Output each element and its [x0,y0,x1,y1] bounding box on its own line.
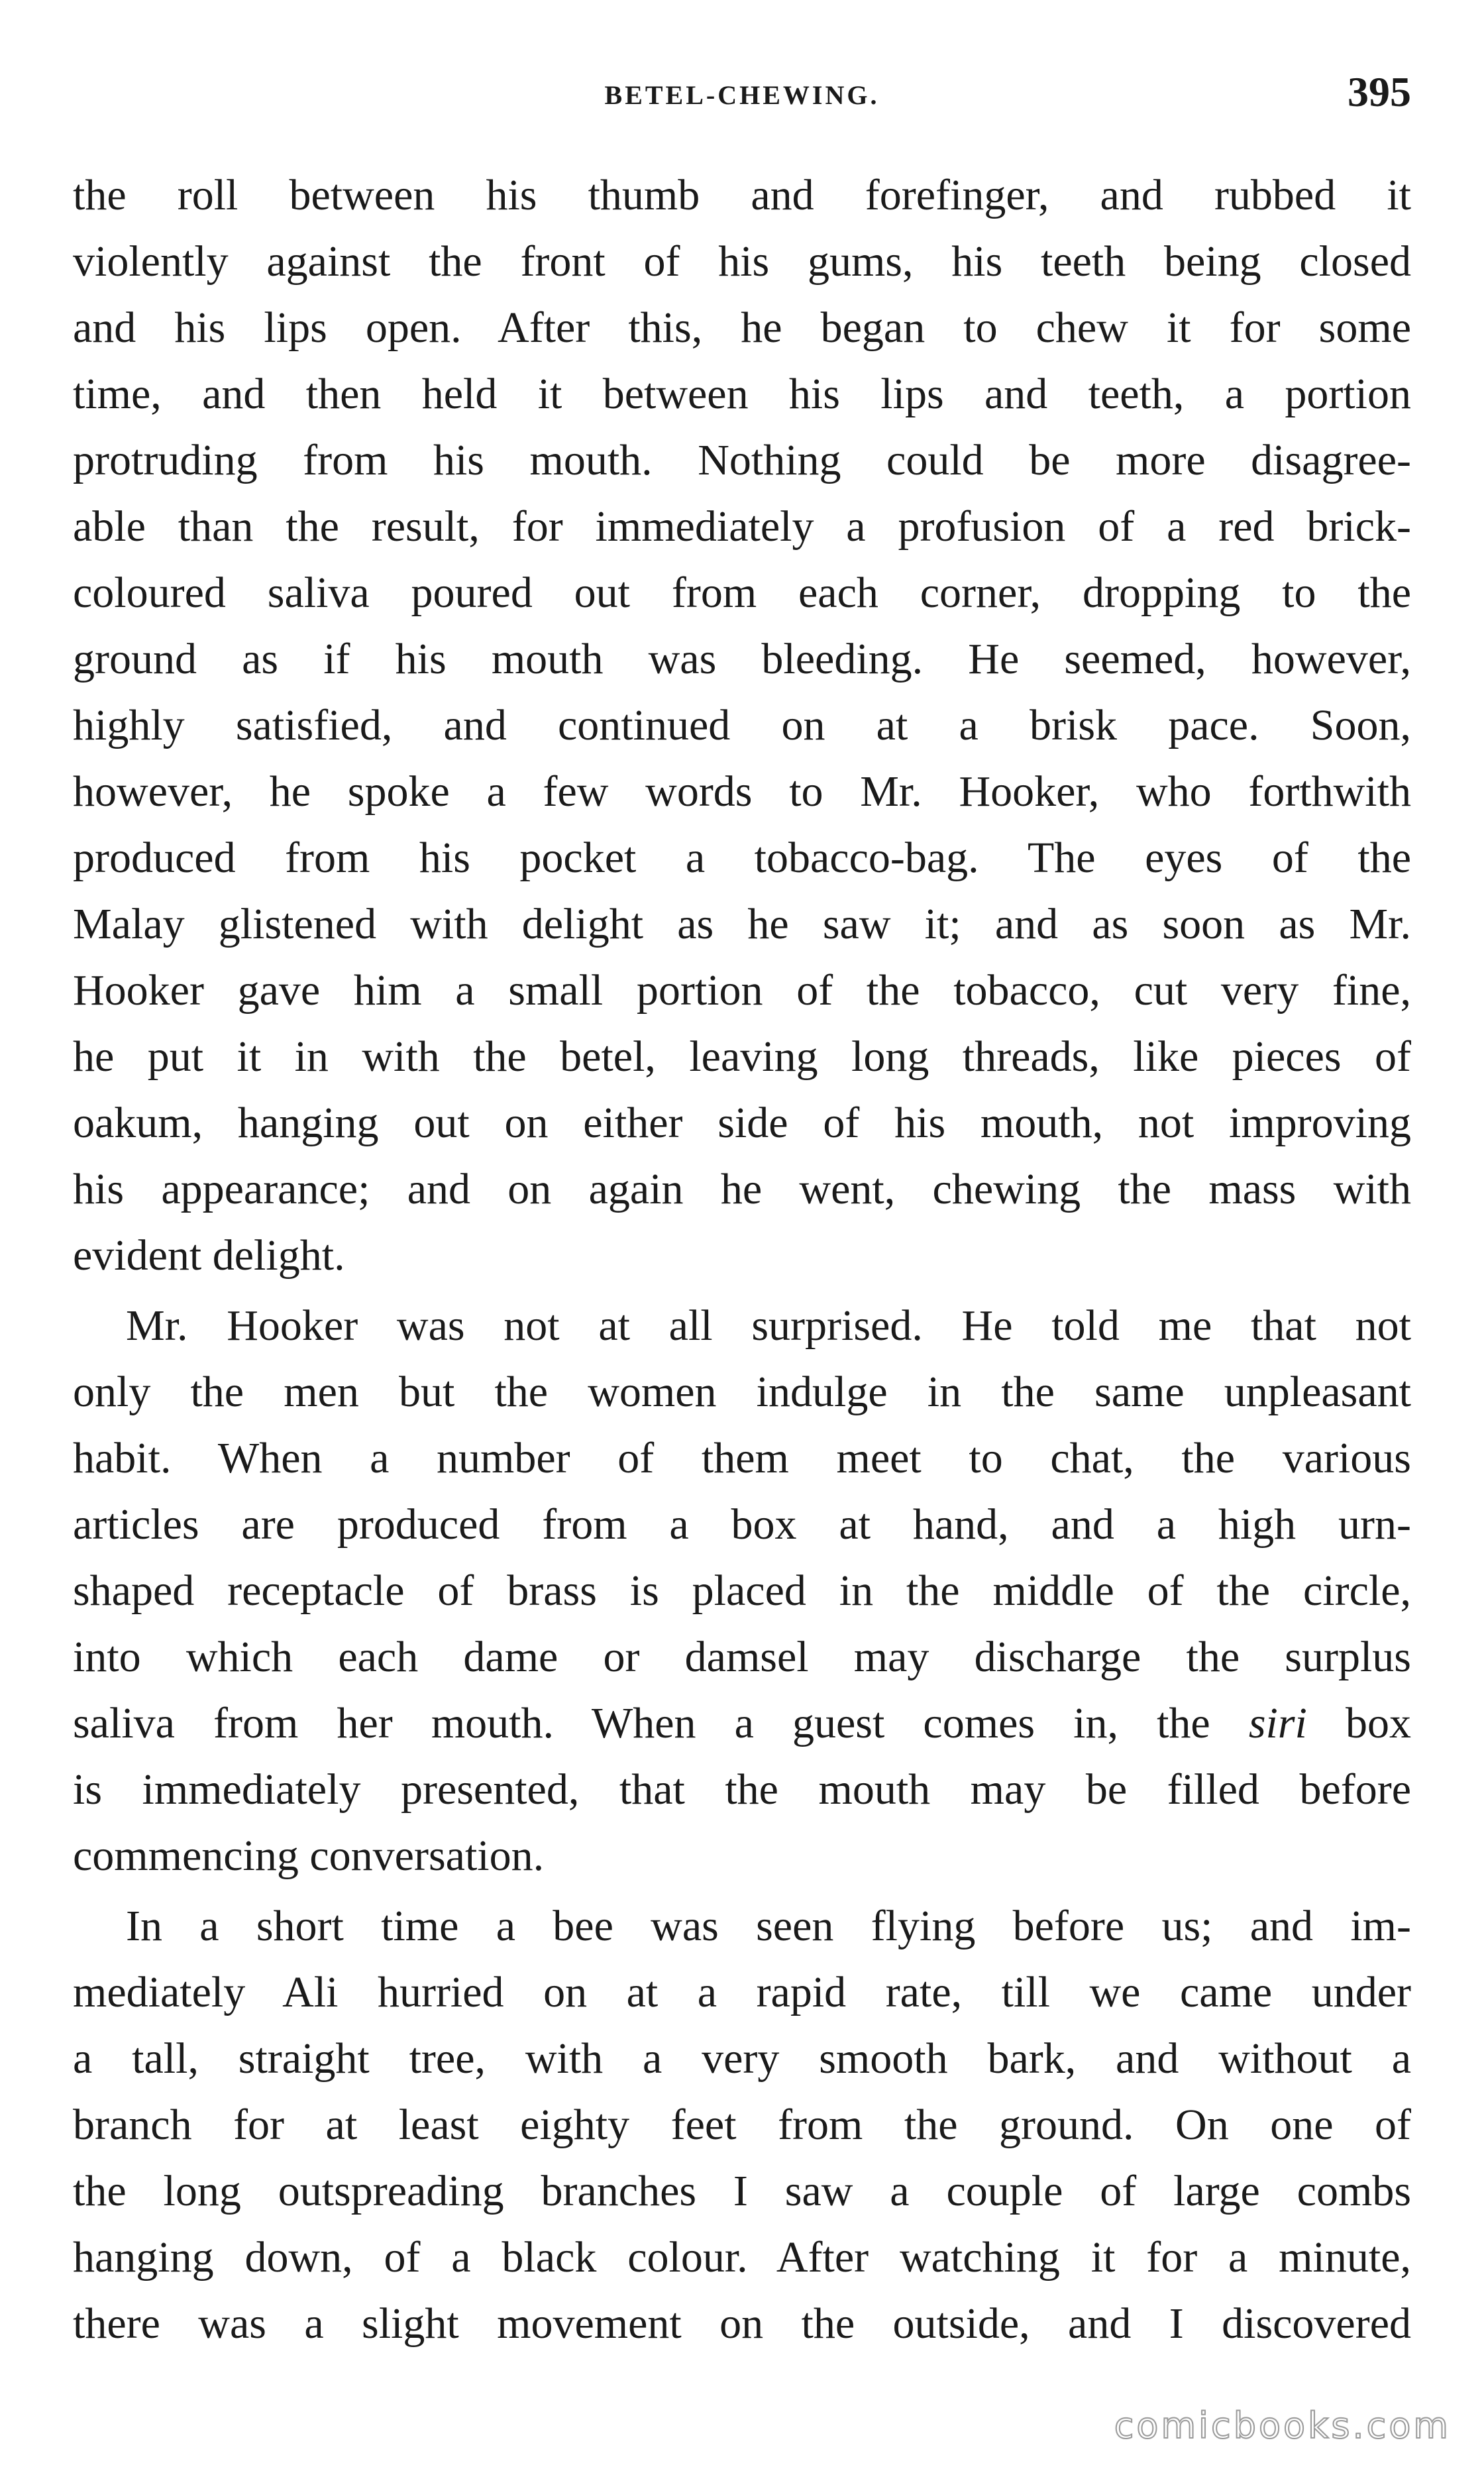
text-line: commencing conversation. [73,1832,545,1880]
text-line: protruding from his mouth. Nothing could be more disagree- [73,436,1411,484]
text-line: the long outspreading branches I saw a couple of large combs [73,2167,1411,2215]
text-segment: box [1346,1699,1411,1747]
text-line: able than the result, for immediately a profusion of a red brick- [73,502,1411,551]
watermark: comicbooks.com [1114,2405,1451,2446]
text-line: a tall, straight tree, with a very smooth bark, and without a [73,2034,1411,2083]
text-line: and his lips open. After this, he began to chew it for some [73,303,1411,352]
text-line: ground as if his mouth was bleeding. He seemed, however, [73,635,1411,683]
text-line: coloured saliva poured out from each corner, dropping to the [73,569,1411,617]
body-text [73,162,1411,2357]
paragraph-1 [73,162,1411,1289]
text-line: oakum, hanging out on either side of his mouth, not improving [73,1099,1411,1147]
text-line: the roll between his thumb and forefinger, and rubbed it [73,171,1411,219]
text-line: his appearance; and on again he went, chewing the mass with [73,1165,1411,1213]
text-line-with-italic [73,1690,1411,1757]
text-line: articles are produced from a box at hand, and a high urn- [73,1500,1411,1549]
text-line: shaped receptacle of brass is placed in the middle of the circle, [73,1566,1411,1615]
text-line: he put it in with the betel, leaving long threads, like pieces of [73,1032,1411,1081]
text-line: however, he spoke a few words to Mr. Hooker, who forthwith [73,767,1411,816]
running-title: BETEL-CHEWING. [604,80,880,110]
page-number: 395 [1348,68,1411,115]
text-line: Malay glistened with delight as he saw it; and as soon as Mr. [73,900,1411,948]
text-line: there was a slight movement on the outside, and I discovered [73,2299,1411,2348]
paragraph-3 [73,1893,1411,2357]
text-line: Hooker gave him a small portion of the tobacco, cut very fine, [73,966,1411,1015]
text-line: is immediately presented, that the mouth may be filled before [73,1765,1411,1814]
text-line: only the men but the women indulge in the same unpleasant [73,1368,1411,1416]
running-head [73,64,1411,130]
text-line: time, and then held it between his lips and teeth, a portion [73,370,1411,418]
text-line: hanging down, of a black colour. After watching it for a minute, [73,2233,1411,2281]
text-segment: saliva from her mouth. When a guest comes in, the [73,1699,1210,1747]
text-line: evident delight. [73,1231,345,1280]
italic-term: siri [1248,1699,1307,1747]
text-line: Mr. Hooker was not at all surprised. He told me that not [126,1301,1411,1350]
paragraph-2 [73,1293,1411,1889]
text-line: produced from his pocket a tobacco-bag. The eyes of the [73,834,1411,882]
text-line: highly satisfied, and continued on at a brisk pace. Soon, [73,701,1411,749]
text-line: branch for at least eighty feet from the ground. On one of [73,2101,1411,2149]
text-line: habit. When a number of them meet to chat, the various [73,1434,1411,1482]
text-line: into which each dame or damsel may discharge the surplus [73,1633,1411,1681]
text-line: violently against the front of his gums, his teeth being closed [73,237,1411,286]
text-line: In a short time a bee was seen flying before us; and im- [126,1902,1411,1950]
text-line: mediately Ali hurried on at a rapid rate, till we came under [73,1968,1411,2016]
